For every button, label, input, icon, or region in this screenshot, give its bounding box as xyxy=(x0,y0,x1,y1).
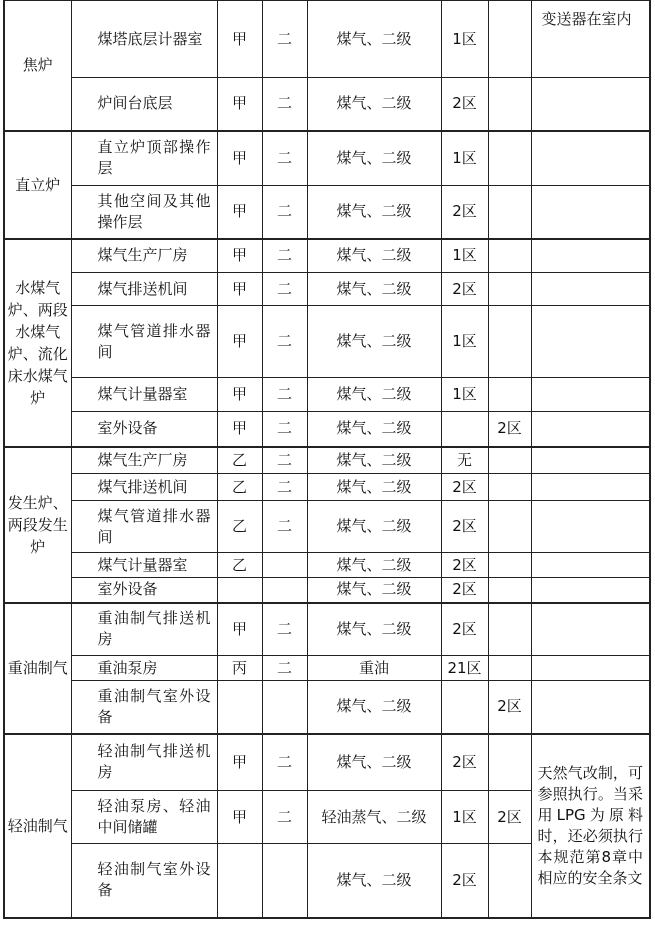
table-row xyxy=(4,239,650,273)
zone-indoor-cell: 2区 xyxy=(441,844,488,918)
grade-cell: 二 xyxy=(262,131,307,186)
class-cell xyxy=(217,681,262,734)
table-row xyxy=(4,474,650,501)
class-cell: 乙 xyxy=(217,474,262,501)
table-row xyxy=(4,447,650,474)
place-cell: 重油制气排送机房 xyxy=(71,603,217,656)
place-cell: 室外设备 xyxy=(71,412,217,447)
place-cell: 煤气排送机间 xyxy=(71,474,217,501)
class-cell: 乙 xyxy=(217,501,262,553)
zone-outdoor-cell xyxy=(488,273,531,306)
zone-indoor-cell: 1区 xyxy=(441,306,488,378)
class-cell: 甲 xyxy=(217,239,262,273)
table-row xyxy=(4,1,650,78)
zone-outdoor-cell xyxy=(488,474,531,501)
table-row xyxy=(4,734,650,791)
zone-indoor-cell xyxy=(441,412,488,447)
class-cell: 甲 xyxy=(217,306,262,378)
group-name: 焦炉 xyxy=(4,1,71,131)
zone-indoor-cell: 2区 xyxy=(441,553,488,578)
table-row xyxy=(4,306,650,378)
table-row xyxy=(4,412,650,447)
class-cell: 甲 xyxy=(217,412,262,447)
zone-indoor-cell: 2区 xyxy=(441,578,488,603)
note-cell xyxy=(531,239,650,273)
hazard-zone-table xyxy=(3,0,651,919)
medium-cell: 煤气、二级 xyxy=(307,273,441,306)
grade-cell: 二 xyxy=(262,1,307,78)
class-cell: 甲 xyxy=(217,1,262,78)
zone-indoor-cell: 2区 xyxy=(441,501,488,553)
grade-cell: 二 xyxy=(262,186,307,239)
note-cell xyxy=(531,378,650,412)
group-name: 重油制气 xyxy=(4,603,71,734)
zone-outdoor-cell xyxy=(488,603,531,656)
zone-indoor-cell: 无 xyxy=(441,447,488,474)
place-cell: 轻油泵房、轻油中间储罐 xyxy=(71,791,217,844)
place-cell: 室外设备 xyxy=(71,578,217,603)
class-cell: 乙 xyxy=(217,553,262,578)
note-cell xyxy=(531,474,650,501)
note-cell xyxy=(531,501,650,553)
grade-cell: 二 xyxy=(262,306,307,378)
place-cell: 重油制气室外设备 xyxy=(71,681,217,734)
zone-indoor-cell: 1区 xyxy=(441,131,488,186)
grade-cell: 二 xyxy=(262,239,307,273)
class-cell: 乙 xyxy=(217,447,262,474)
place-cell: 煤气管道排水器间 xyxy=(71,501,217,553)
zone-outdoor-cell xyxy=(488,844,531,918)
note-cell xyxy=(531,186,650,239)
table-row xyxy=(4,131,650,186)
medium-cell: 煤气、二级 xyxy=(307,734,441,791)
place-cell: 煤气生产厂房 xyxy=(71,239,217,273)
zone-indoor-cell: 1区 xyxy=(441,239,488,273)
group-name: 水煤气炉、两段水煤气炉、流化床水煤气炉 xyxy=(4,239,71,447)
note-cell xyxy=(531,447,650,474)
class-cell: 丙 xyxy=(217,656,262,681)
zone-outdoor-cell xyxy=(488,734,531,791)
grade-cell: 二 xyxy=(262,791,307,844)
place-cell: 煤气生产厂房 xyxy=(71,447,217,474)
note-cell xyxy=(531,603,650,656)
medium-cell: 轻油蒸气、二级 xyxy=(307,791,441,844)
medium-cell: 煤气、二级 xyxy=(307,844,441,918)
grade-cell: 二 xyxy=(262,78,307,131)
zone-outdoor-cell xyxy=(488,553,531,578)
zone-indoor-cell: 2区 xyxy=(441,474,488,501)
grade-cell: 二 xyxy=(262,474,307,501)
class-cell: 甲 xyxy=(217,378,262,412)
note-cell xyxy=(531,78,650,131)
class-cell: 甲 xyxy=(217,734,262,791)
medium-cell: 煤气、二级 xyxy=(307,78,441,131)
table-row xyxy=(4,501,650,553)
note-cell xyxy=(531,306,650,378)
zone-outdoor-cell: 2区 xyxy=(488,681,531,734)
medium-cell: 煤气、二级 xyxy=(307,578,441,603)
zone-outdoor-cell xyxy=(488,186,531,239)
note-cell xyxy=(531,681,650,734)
grade-cell xyxy=(262,844,307,918)
zone-outdoor-cell xyxy=(488,378,531,412)
group-name: 轻油制气 xyxy=(4,734,71,918)
medium-cell: 煤气、二级 xyxy=(307,239,441,273)
class-cell: 甲 xyxy=(217,78,262,131)
zone-outdoor-cell xyxy=(488,131,531,186)
zone-outdoor-cell xyxy=(488,1,531,78)
place-cell: 其他空间及其他操作层 xyxy=(71,186,217,239)
place-cell: 炉间台底层 xyxy=(71,78,217,131)
zone-outdoor-cell: 2区 xyxy=(488,791,531,844)
grade-cell: 二 xyxy=(262,734,307,791)
grade-cell: 二 xyxy=(262,656,307,681)
place-cell: 轻油制气排送机房 xyxy=(71,734,217,791)
place-cell: 煤塔底层计器室 xyxy=(71,1,217,78)
zone-outdoor-cell xyxy=(488,447,531,474)
zone-indoor-cell: 1区 xyxy=(441,791,488,844)
medium-cell: 煤气、二级 xyxy=(307,1,441,78)
class-cell: 甲 xyxy=(217,273,262,306)
zone-indoor-cell: 1区 xyxy=(441,378,488,412)
table-row xyxy=(4,656,650,681)
group-name: 发生炉、两段发生炉 xyxy=(4,447,71,603)
zone-outdoor-cell xyxy=(488,656,531,681)
table-row xyxy=(4,578,650,603)
place-cell: 煤气管道排水器间 xyxy=(71,306,217,378)
medium-cell: 煤气、二级 xyxy=(307,186,441,239)
zone-outdoor-cell xyxy=(488,501,531,553)
medium-cell: 煤气、二级 xyxy=(307,501,441,553)
grade-cell: 二 xyxy=(262,603,307,656)
grade-cell: 二 xyxy=(262,447,307,474)
place-cell: 煤气计量器室 xyxy=(71,553,217,578)
medium-cell: 煤气、二级 xyxy=(307,553,441,578)
class-cell: 甲 xyxy=(217,186,262,239)
class-cell xyxy=(217,844,262,918)
table-row xyxy=(4,186,650,239)
grade-cell xyxy=(262,681,307,734)
place-cell: 煤气排送机间 xyxy=(71,273,217,306)
table-row xyxy=(4,681,650,734)
table-row xyxy=(4,603,650,656)
medium-cell: 重油 xyxy=(307,656,441,681)
place-cell: 煤气计量器室 xyxy=(71,378,217,412)
grade-cell: 二 xyxy=(262,273,307,306)
note-cell xyxy=(531,656,650,681)
note-cell xyxy=(531,131,650,186)
note-cell: 天然气改制，可参照执行。当采用LPG为原料时，还必须执行本规范第8章中相应的安全条文 xyxy=(531,734,650,918)
table-row xyxy=(4,553,650,578)
zone-indoor-cell xyxy=(441,681,488,734)
zone-outdoor-cell xyxy=(488,306,531,378)
grade-cell: 二 xyxy=(262,412,307,447)
zone-indoor-cell: 21区 xyxy=(441,656,488,681)
place-cell: 轻油制气室外设备 xyxy=(71,844,217,918)
medium-cell: 煤气、二级 xyxy=(307,447,441,474)
zone-indoor-cell: 1区 xyxy=(441,1,488,78)
class-cell: 甲 xyxy=(217,603,262,656)
zone-indoor-cell: 2区 xyxy=(441,78,488,131)
group-name: 直立炉 xyxy=(4,131,71,239)
class-cell: 甲 xyxy=(217,791,262,844)
medium-cell: 煤气、二级 xyxy=(307,603,441,656)
grade-cell: 二 xyxy=(262,378,307,412)
zone-indoor-cell: 2区 xyxy=(441,273,488,306)
grade-cell xyxy=(262,553,307,578)
table-row xyxy=(4,78,650,131)
zone-outdoor-cell xyxy=(488,578,531,603)
zone-indoor-cell: 2区 xyxy=(441,603,488,656)
place-cell: 重油泵房 xyxy=(71,656,217,681)
table-row xyxy=(4,378,650,412)
note-cell xyxy=(531,412,650,447)
zone-outdoor-cell xyxy=(488,78,531,131)
note-cell: 变送器在室内 xyxy=(531,1,650,78)
medium-cell: 煤气、二级 xyxy=(307,412,441,447)
class-cell xyxy=(217,578,262,603)
grade-cell xyxy=(262,578,307,603)
zone-outdoor-cell xyxy=(488,239,531,273)
zone-outdoor-cell: 2区 xyxy=(488,412,531,447)
grade-cell: 二 xyxy=(262,501,307,553)
place-cell: 直立炉顶部操作层 xyxy=(71,131,217,186)
zone-indoor-cell: 2区 xyxy=(441,734,488,791)
note-cell xyxy=(531,578,650,603)
medium-cell: 煤气、二级 xyxy=(307,306,441,378)
note-cell xyxy=(531,553,650,578)
medium-cell: 煤气、二级 xyxy=(307,131,441,186)
zone-indoor-cell: 2区 xyxy=(441,186,488,239)
class-cell: 甲 xyxy=(217,131,262,186)
medium-cell: 煤气、二级 xyxy=(307,474,441,501)
medium-cell: 煤气、二级 xyxy=(307,681,441,734)
note-cell xyxy=(531,273,650,306)
table-row xyxy=(4,273,650,306)
medium-cell: 煤气、二级 xyxy=(307,378,441,412)
